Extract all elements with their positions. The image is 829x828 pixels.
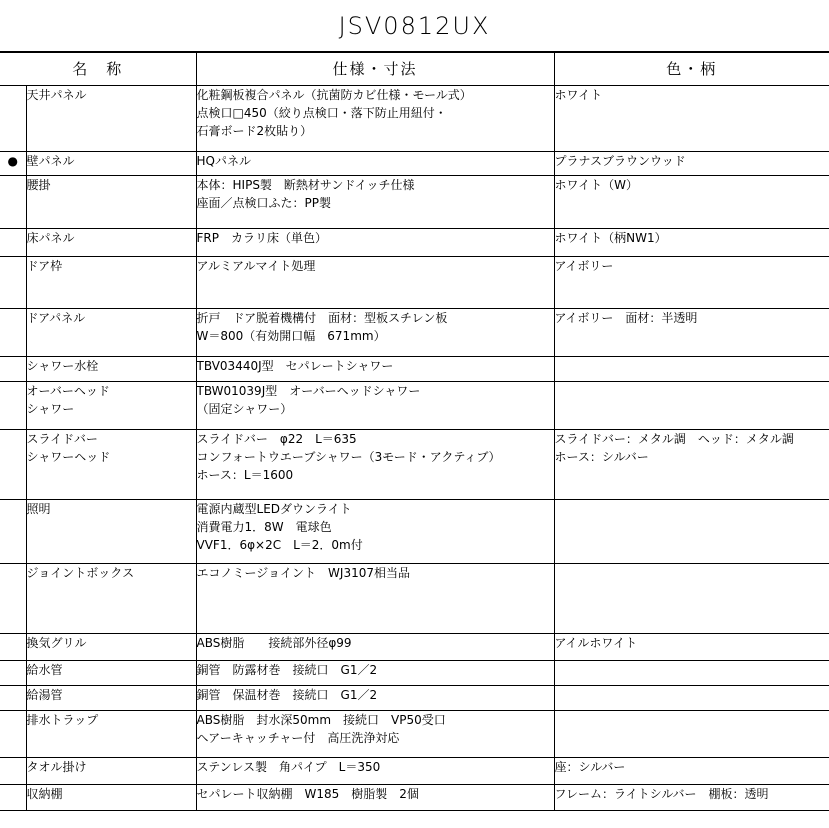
item-spec: [196, 500, 554, 564]
table-row: [0, 500, 829, 564]
table-row: [0, 711, 829, 758]
item-color: [554, 661, 829, 686]
item-name-line: 給湯管: [26, 688, 63, 702]
item-name: [26, 500, 196, 564]
item-name-line: 排水トラップ: [26, 713, 99, 727]
item-color: [554, 758, 829, 785]
item-spec-line: 座面／点検口ふた：PP製: [196, 196, 331, 210]
item-name: [26, 430, 196, 500]
item-name: [26, 176, 196, 229]
document-title: JSV0812UX: [0, 0, 829, 52]
row-mark: [0, 758, 26, 785]
item-spec-line: ステンレス製 角パイプ L＝350: [196, 760, 381, 774]
item-spec-line: セパレート収納棚 W185 樹脂製 2個: [196, 787, 419, 801]
item-color: [554, 711, 829, 758]
item-spec: [196, 309, 554, 357]
item-name: [26, 382, 196, 430]
selected-dot-icon: ●: [7, 154, 18, 168]
table-row: [0, 634, 829, 661]
item-name-line: 床パネル: [26, 231, 75, 245]
item-name-line: 収納棚: [26, 787, 63, 801]
item-spec-line: TBW01039J型 オーバーヘッドシャワー: [196, 384, 421, 398]
table-row: [0, 758, 829, 785]
item-color-line: スライドバー：メタル調 ヘッド：メタル調: [554, 432, 794, 446]
item-spec-line: 折戸 ドア脱着機構付 面材：型板スチレン板: [196, 311, 448, 325]
item-color: [554, 634, 829, 661]
header-spec: 仕様・寸法: [196, 53, 554, 86]
item-spec: [196, 661, 554, 686]
item-spec-line: W＝800（有効開口幅 671mm）: [196, 329, 386, 343]
row-mark: [0, 152, 26, 176]
item-name-line: 壁パネル: [26, 154, 75, 168]
item-spec: [196, 176, 554, 229]
item-spec-line: エコノミージョイント WJ3107相当品: [196, 566, 410, 580]
item-color: [554, 430, 829, 500]
item-color-line: プラナスブラウンウッド: [554, 154, 686, 168]
item-name: [26, 686, 196, 711]
item-name-line: シャワー水栓: [26, 359, 99, 373]
header-row: [0, 53, 829, 86]
item-spec-line: HQパネル: [196, 154, 251, 168]
item-spec-line: 銅管 防露材巻 接続口 G1／2: [196, 663, 378, 677]
row-mark: [0, 785, 26, 811]
item-spec-line: VVF1．6φ×2C L＝2．0m付: [196, 538, 363, 552]
table-row: [0, 86, 829, 152]
row-mark: [0, 661, 26, 686]
item-spec-line: 電源内蔵型LEDダウンライト: [196, 502, 352, 516]
item-spec-line: スライドバー φ22 L＝635: [196, 432, 357, 446]
table-row: [0, 229, 829, 257]
row-mark: [0, 564, 26, 634]
row-mark: [0, 309, 26, 357]
item-spec-line: FRP カラリ床（単色）: [196, 231, 327, 245]
item-color: [554, 357, 829, 382]
item-color: [554, 686, 829, 711]
table-row: [0, 357, 829, 382]
table-row: [0, 382, 829, 430]
item-spec: [196, 430, 554, 500]
item-color: [554, 152, 829, 176]
row-mark: [0, 382, 26, 430]
header-name: 名 称: [0, 53, 196, 86]
table-row: [0, 564, 829, 634]
item-color: [554, 500, 829, 564]
item-color-line: アイルホワイト: [554, 636, 638, 650]
item-spec-line: コンフォートウエーブシャワー（3モード・アクティブ）: [196, 450, 501, 464]
item-name-line: 照明: [26, 502, 51, 516]
item-color-line: ホワイト（W）: [554, 178, 639, 192]
item-spec: [196, 686, 554, 711]
item-spec: [196, 564, 554, 634]
table-row: [0, 176, 829, 229]
item-color: [554, 176, 829, 229]
item-color: [554, 382, 829, 430]
item-name: [26, 711, 196, 758]
row-mark: [0, 357, 26, 382]
item-color-line: フレーム：ライトシルバー 棚板：透明: [554, 787, 769, 801]
item-spec-line: ヘアーキャッチャー付 高圧洗浄対応: [196, 731, 400, 745]
item-name-line: 天井パネル: [26, 88, 87, 102]
item-spec-line: ABS樹脂 封水深50mm 接続口 VP50受口: [196, 713, 446, 727]
item-spec-line: 点検口□450（絞り点検口・落下防止用紐付・: [196, 106, 447, 120]
item-spec-line: 化粧鋼板複合パネル（抗菌防カビ仕様・モール式）: [196, 88, 472, 102]
item-spec-line: ホース：L＝1600: [196, 468, 294, 482]
row-mark: [0, 711, 26, 758]
item-color-line: ホワイト: [554, 88, 603, 102]
item-color: [554, 257, 829, 309]
item-spec: [196, 152, 554, 176]
item-color-line: アイボリー 面材：半透明: [554, 311, 698, 325]
item-spec: [196, 86, 554, 152]
item-spec: [196, 229, 554, 257]
table-row: [0, 686, 829, 711]
item-name: [26, 564, 196, 634]
item-name-line: スライドバー: [26, 432, 98, 446]
row-mark: [0, 634, 26, 661]
row-mark: [0, 86, 26, 152]
item-color-line: アイボリー: [554, 259, 614, 273]
item-name-line: 給水管: [26, 663, 63, 677]
spec-table: [0, 52, 829, 811]
table-row: [0, 661, 829, 686]
item-color-line: 座：シルバー: [554, 760, 626, 774]
item-spec-line: 本体：HIPS製 断熱材サンドイッチ仕様: [196, 178, 415, 192]
item-spec-line: ABS樹脂 接続部外径φ99: [196, 636, 352, 650]
item-spec-line: （固定シャワー）: [196, 402, 293, 416]
item-spec: [196, 711, 554, 758]
item-name-line: シャワーヘッド: [26, 450, 111, 464]
table-row: [0, 152, 829, 176]
item-spec-line: 消費電力1．8W 電球色: [196, 520, 332, 534]
item-name-line: 換気グリル: [26, 636, 87, 650]
row-mark: [0, 430, 26, 500]
item-spec: [196, 758, 554, 785]
item-name-line: ドア枠: [26, 259, 63, 273]
item-color: [554, 309, 829, 357]
item-name-line: 腰掛: [26, 178, 51, 192]
row-mark: [0, 500, 26, 564]
table-row: [0, 309, 829, 357]
row-mark: [0, 229, 26, 257]
item-name-line: シャワー: [26, 402, 75, 416]
item-name-line: ジョイントボックス: [26, 566, 135, 580]
header-color: 色・柄: [554, 53, 829, 86]
item-name-line: ドアパネル: [26, 311, 86, 325]
item-name: [26, 152, 196, 176]
item-name: [26, 357, 196, 382]
item-color: [554, 564, 829, 634]
item-name: [26, 86, 196, 152]
table-row: [0, 430, 829, 500]
row-mark: [0, 176, 26, 229]
item-spec: [196, 257, 554, 309]
item-name: [26, 785, 196, 811]
item-name-line: タオル掛け: [26, 760, 87, 774]
item-color: [554, 229, 829, 257]
item-name: [26, 229, 196, 257]
item-spec-line: 石膏ボード2枚貼り）: [196, 124, 313, 138]
item-name: [26, 661, 196, 686]
item-color: [554, 785, 829, 811]
item-name-line: オーバーヘッド: [26, 384, 110, 398]
item-spec-line: アルミアルマイト処理: [196, 259, 316, 273]
item-color: [554, 86, 829, 152]
item-spec: [196, 785, 554, 811]
table-row: [0, 785, 829, 811]
table-row: [0, 257, 829, 309]
item-spec: [196, 634, 554, 661]
item-name: [26, 758, 196, 785]
item-name: [26, 634, 196, 661]
item-spec: [196, 382, 554, 430]
row-mark: [0, 257, 26, 309]
item-color-line: ホース：シルバー: [554, 450, 649, 464]
item-color-line: ホワイト（柄NW1）: [554, 231, 667, 245]
item-spec: [196, 357, 554, 382]
row-mark: [0, 686, 26, 711]
item-name: [26, 309, 196, 357]
item-spec-line: 銅管 保温材巻 接続口 G1／2: [196, 688, 378, 702]
item-spec-line: TBV03440J型 セパレートシャワー: [196, 359, 394, 373]
item-name: [26, 257, 196, 309]
